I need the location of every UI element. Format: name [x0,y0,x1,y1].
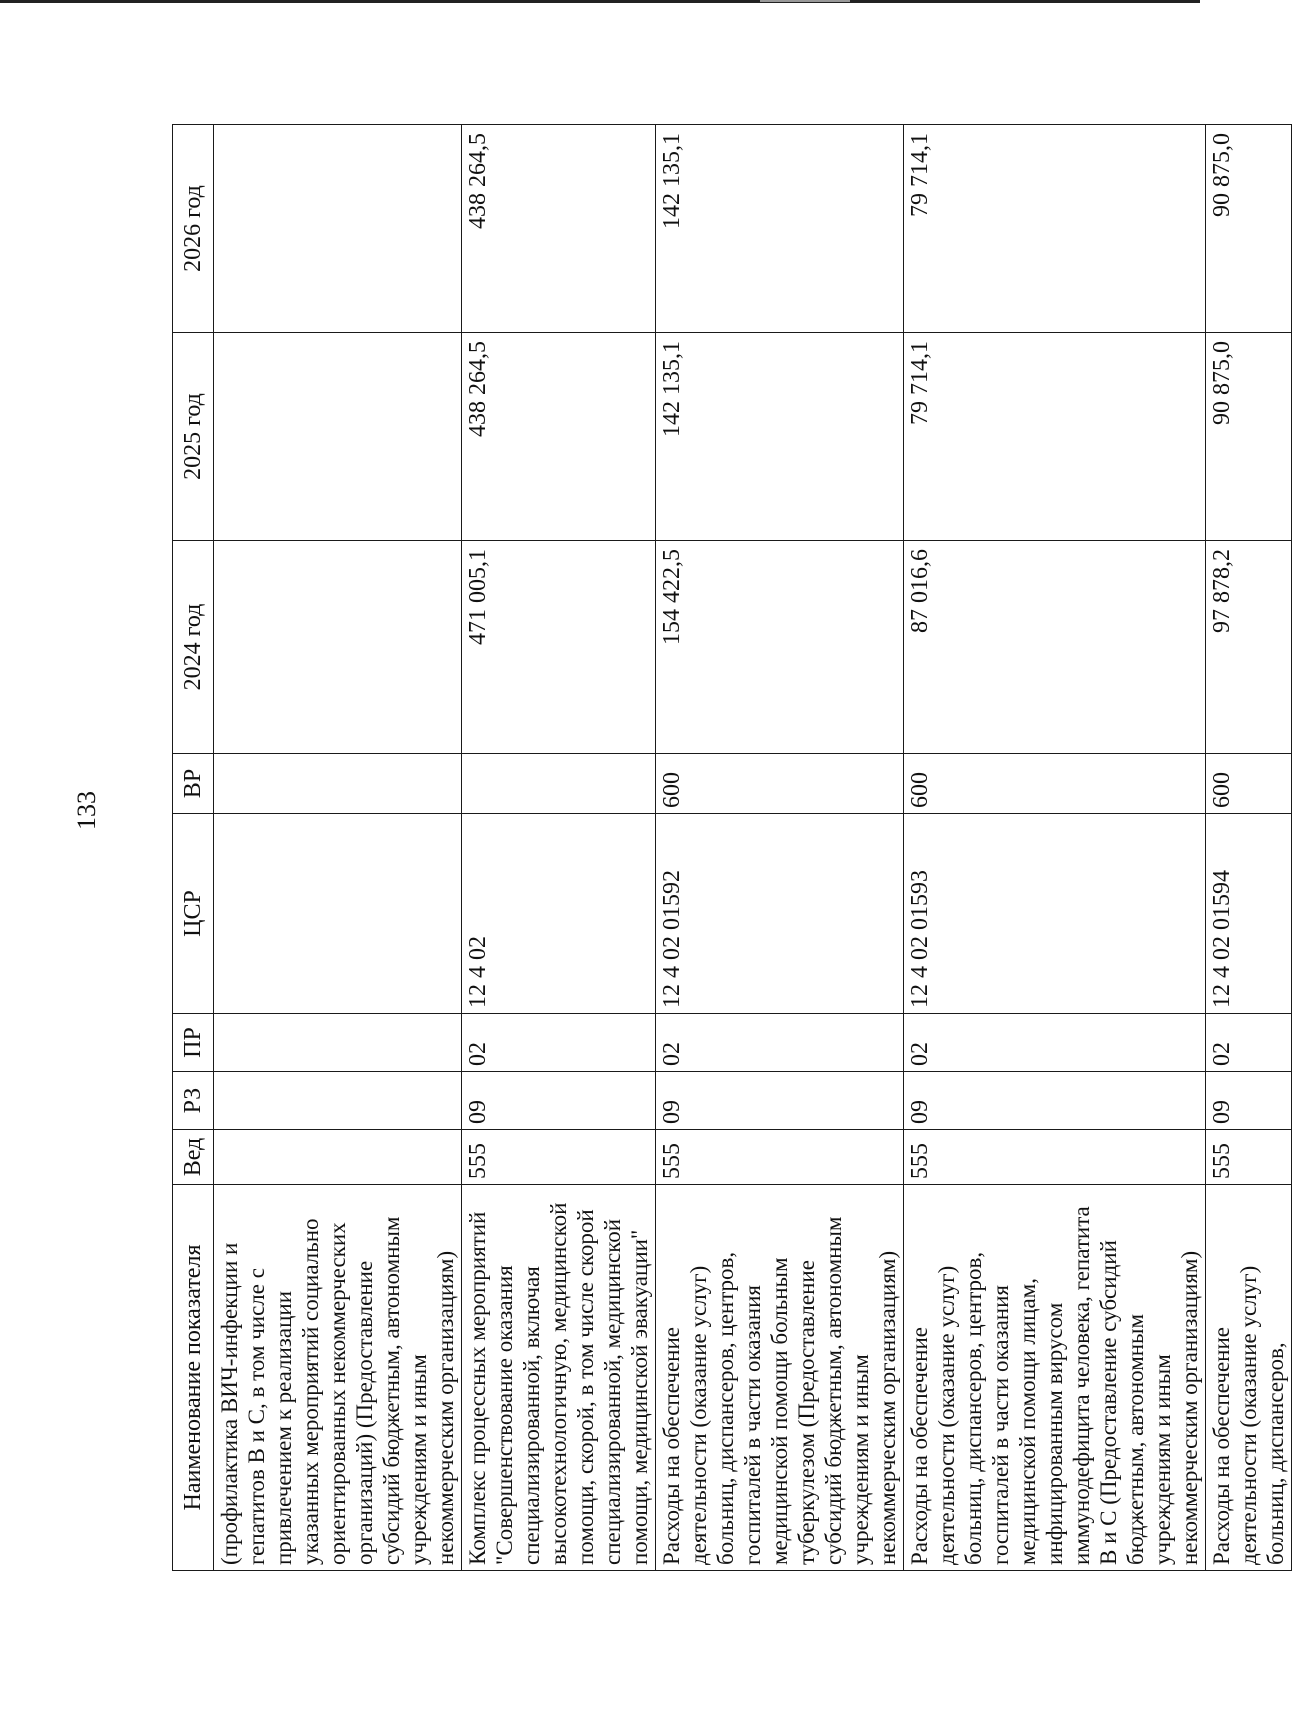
header-2025: 2025 год [173,333,214,541]
cell-2026: 90 875,0 [1206,125,1292,333]
cell-rz: 09 [904,1072,1206,1130]
cell-pr: 02 [462,1014,656,1072]
header-ved: Вед [173,1130,214,1185]
cell-2024: 471 005,1 [462,541,656,754]
cell-ved [214,1130,462,1185]
cell-csr [214,814,462,1014]
page-number: 133 [72,791,101,830]
cell-name: Расходы на обеспечение деятельности (оказание услуг) больниц, диспансеров, [1206,1185,1292,1571]
cell-pr: 02 [1206,1014,1292,1072]
cell-2024: 154 422,5 [656,541,904,754]
cell-ved: 555 [462,1130,656,1185]
table-row [656,125,904,1571]
cell-pr: 02 [656,1014,904,1072]
cell-ved: 555 [904,1130,1206,1185]
header-pr: ПР [173,1014,214,1072]
cell-2026: 79 714,1 [904,125,1206,333]
cell-name: Расходы на обеспечение деятельности (оказание услуг) больниц, диспансеров, центров, госпиталей в части оказания медицинской помощи лицам, инфицированным вирусом иммунодефицита человека, гепатита В и С (Предоставление субсидий бюджетным, автономным учреждениям и иным некоммерческим организациям) [904,1185,1206,1571]
cell-rz: 09 [1206,1072,1292,1130]
cell-csr: 12 4 02 [462,814,656,1014]
table-row [214,125,462,1571]
cell-rz: 09 [656,1072,904,1130]
cell-ved: 555 [1206,1130,1292,1185]
cell-name: Расходы на обеспечение деятельности (оказание услуг) больниц, диспансеров, центров, госпиталей в части оказания медицинской помощи больным туберкулезом (Предоставление субсидий бюджетным, автономным учреждениям и иным некоммерческим организациям) [656,1185,904,1571]
rotated-table-container [172,125,1288,1571]
cell-2026 [214,125,462,333]
table-row [462,125,656,1571]
cell-vr: 600 [1206,754,1292,814]
cell-2026: 142 135,1 [656,125,904,333]
cell-2024 [214,541,462,754]
cell-csr: 12 4 02 01593 [904,814,1206,1014]
budget-table [172,124,1292,1571]
header-row [173,125,214,1571]
cell-pr [214,1014,462,1072]
scan-edge-line [0,0,1200,3]
cell-csr: 12 4 02 01594 [1206,814,1292,1014]
cell-2025: 90 875,0 [1206,333,1292,541]
cell-vr: 600 [904,754,1206,814]
scan-edge-mark [760,0,850,2]
cell-2026: 438 264,5 [462,125,656,333]
header-2026: 2026 год [173,125,214,333]
cell-ved: 555 [656,1130,904,1185]
cell-rz [214,1072,462,1130]
cell-2025 [214,333,462,541]
cell-pr: 02 [904,1014,1206,1072]
cell-name: (профилактика ВИЧ-инфекции и гепатитов В и С, в том числе с привлечением к реализации указанных мероприятий социально ориентированных некоммерческих организаций) (Предоставление субсидий бюджетным, автономным учреждениям и иным некоммерческим организациям) [214,1185,462,1571]
table-row [904,125,1206,1571]
header-name: Наименование показателя [173,1185,214,1571]
cell-rz: 09 [462,1072,656,1130]
cell-csr: 12 4 02 01592 [656,814,904,1014]
cell-2024: 97 878,2 [1206,541,1292,754]
cell-vr [462,754,656,814]
cell-2025: 79 714,1 [904,333,1206,541]
cell-name: Комплекс процессных мероприятий "Совершенствование оказания специализированной, включая высокотехнологичную, медицинской помощи, скорой, в том числе скорой специализированной, медицинской помощи, медицинской эвакуации" [462,1185,656,1571]
header-vr: ВР [173,754,214,814]
cell-2025: 142 135,1 [656,333,904,541]
cell-2025: 438 264,5 [462,333,656,541]
header-2024: 2024 год [173,541,214,754]
cell-vr: 600 [656,754,904,814]
header-csr: ЦСР [173,814,214,1014]
header-rz: РЗ [173,1072,214,1130]
cell-vr [214,754,462,814]
cell-2024: 87 016,6 [904,541,1206,754]
table-row [1206,125,1292,1571]
